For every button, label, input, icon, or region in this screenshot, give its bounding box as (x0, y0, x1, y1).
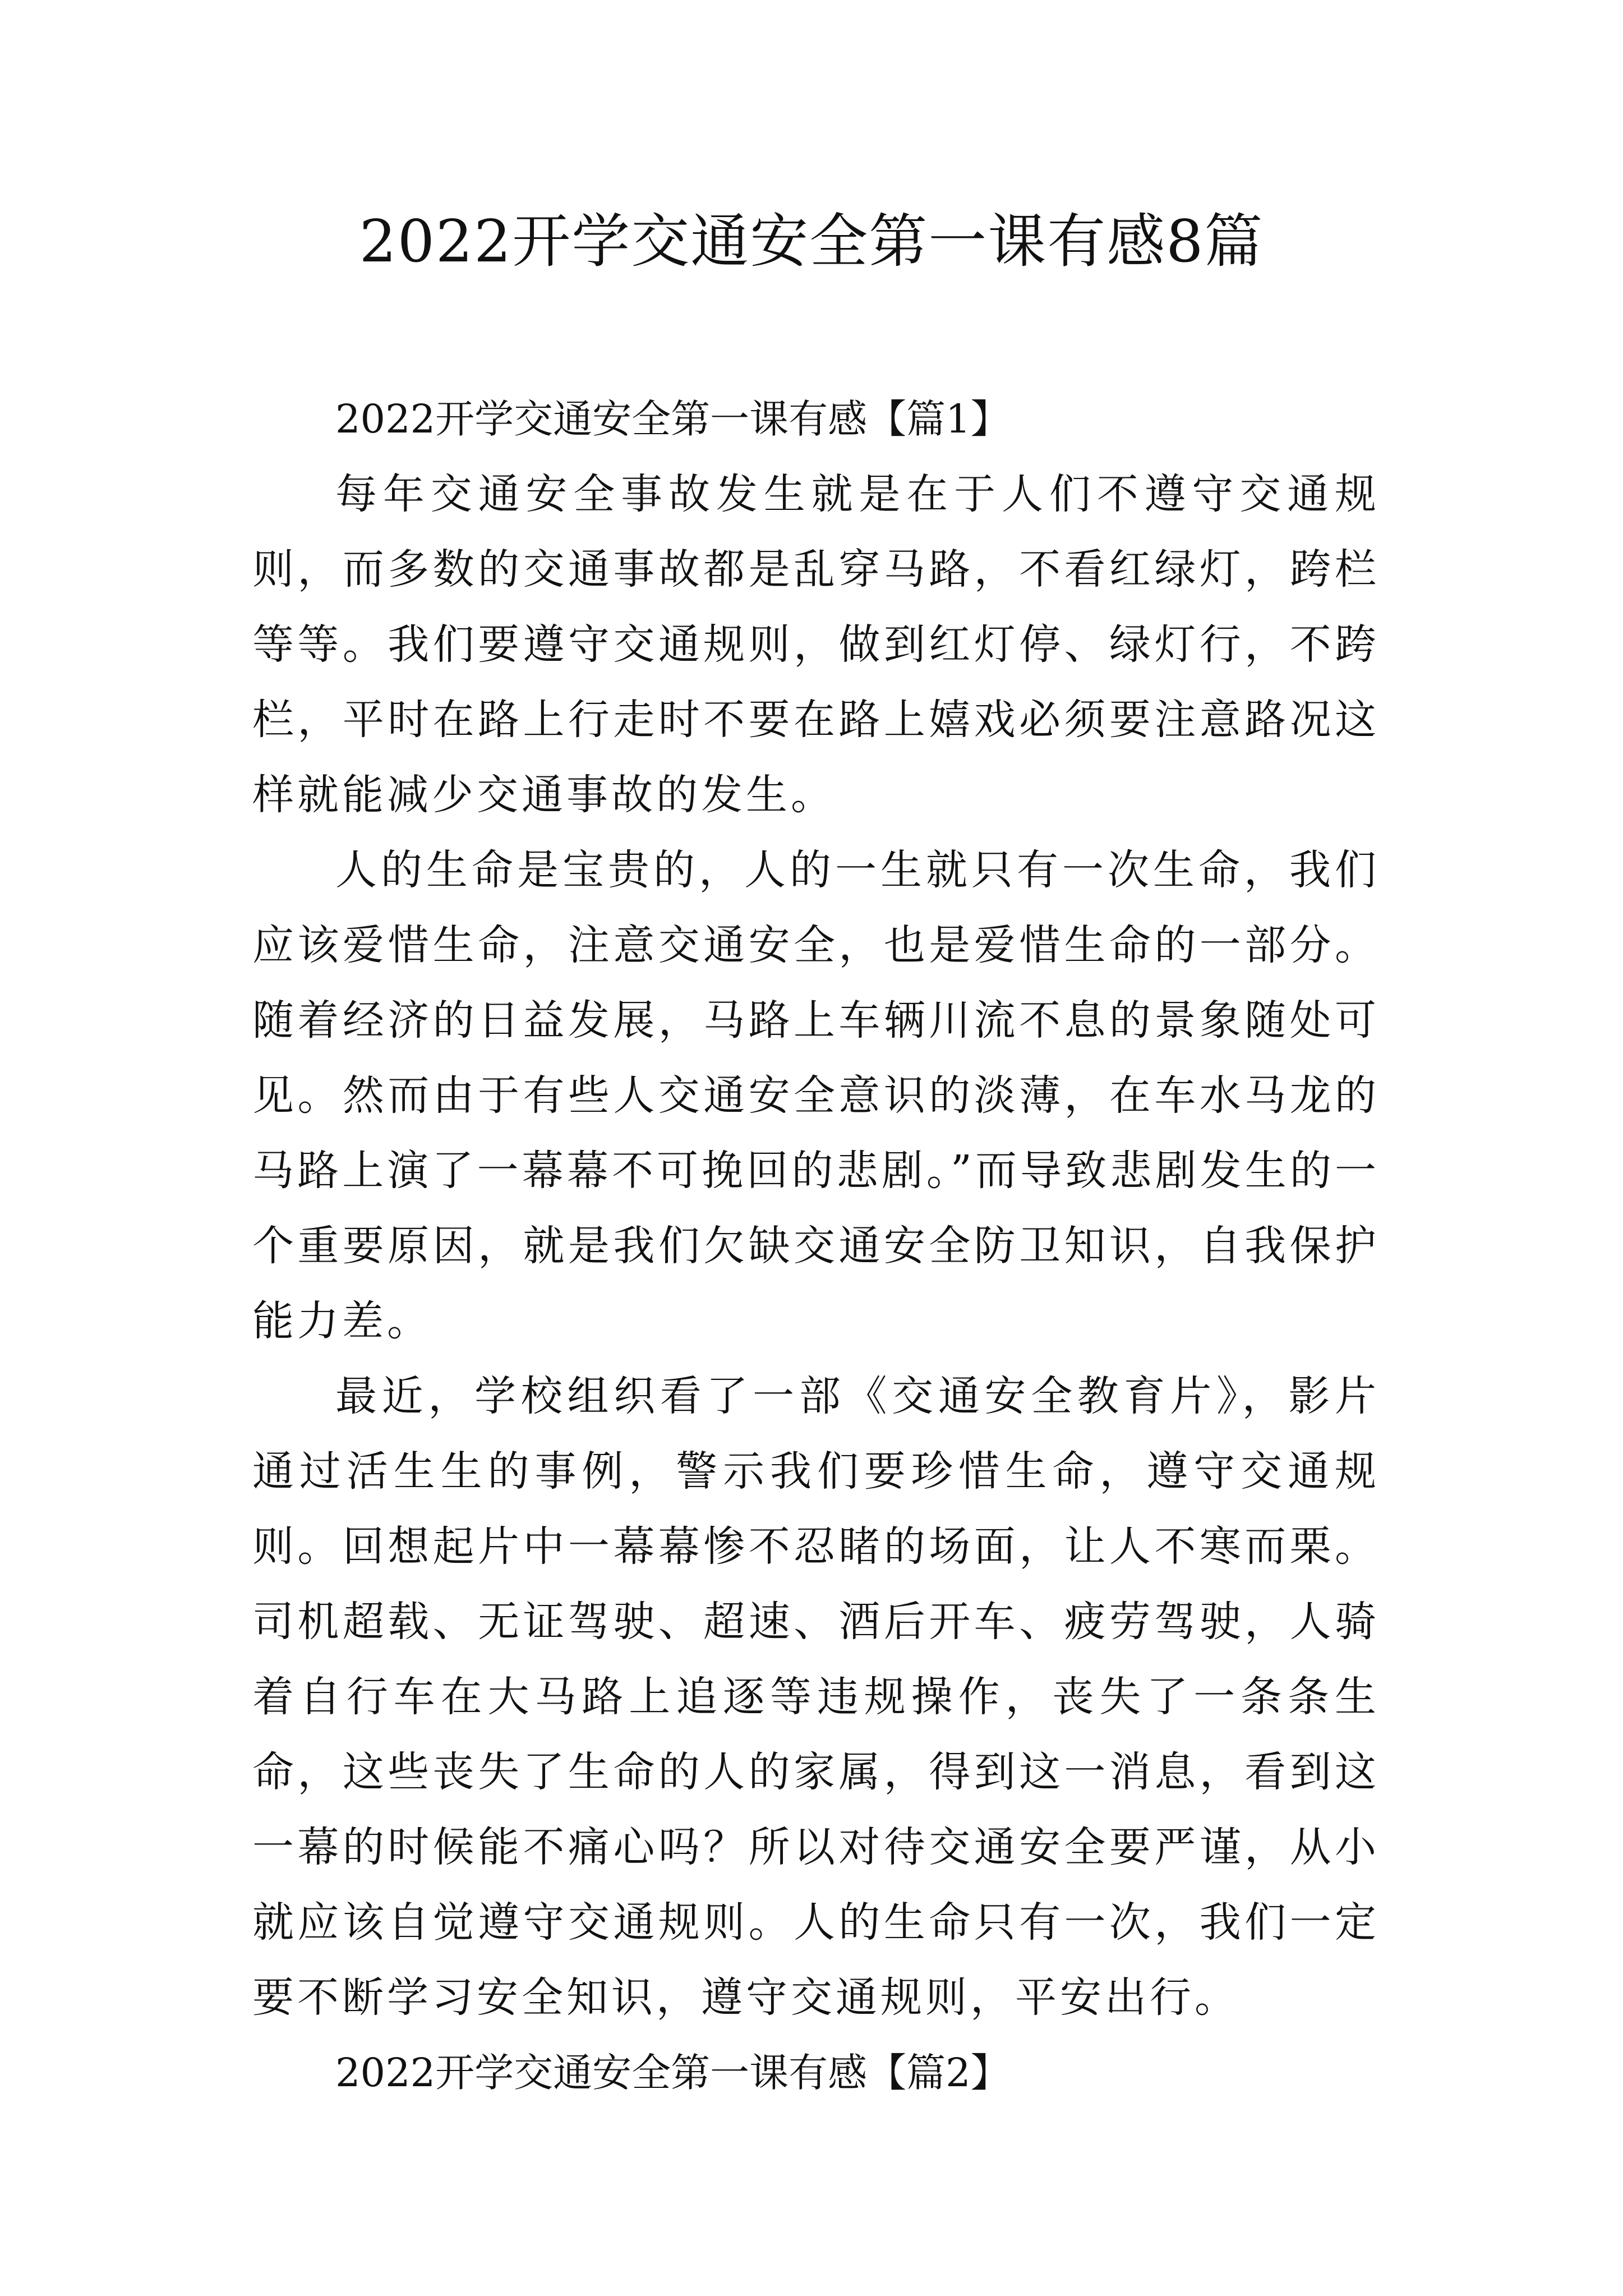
document-title: 2022开学交通安全第一课有感8篇 (359, 207, 1264, 275)
section-heading-1: 2022开学交通安全第一课有感【篇1】 (335, 396, 1010, 442)
paragraph-3: 最近，学校组织看了一部《交通安全教育片》，影片通过活生生的事例，警示我们要珍惜生命，遵守交通规则。回想起片中一幕幕惨不忍睹的场面，让人不寒而栗。司机超载、无证驾驶、超速、酒后开车、疲劳驾驶，人骑着自行车在大马路上追逐等违规操作，丧失了一条条生命，这些丧失了生命的人的家属，得到这一消息，看到这一幕的时候能不痛心吗？所以对待交通安全要严谨，从小就应该自觉遵守交通规则。人的生命只有一次，我们一定要不断学习安全知识，遵守交通规则，平安出行。 (252, 1372, 1380, 2022)
section-heading-2: 2022开学交通安全第一课有感【篇2】 (335, 2050, 1010, 2096)
paragraph-2: 人的生命是宝贵的，人的一生就只有一次生命，我们应该爱惜生命，注意交通安全，也是爱惜生命的一部分。随着经济的日益发展，马路上车辆川流不息的景象随处可见。然而由于有些人交通安全意识的淡薄，在车水马龙的马路上演了一幕幕不可挽回的悲剧。”而导致悲剧发生的一个重要原因，就是我们欠缺交通安全防卫知识，自我保护能力差。 (252, 846, 1380, 1345)
paragraph-1: 每年交通安全事故发生就是在于人们不遵守交通规则，而多数的交通事故都是乱穿马路，不看红绿灯，跨栏等等。我们要遵守交通规则，做到红灯停、绿灯行，不跨栏，平时在路上行走时不要在路上嬉戏必须要注意路况这样就能减少交通事故的发生。 (252, 470, 1380, 819)
document-body (252, 381, 1380, 2110)
